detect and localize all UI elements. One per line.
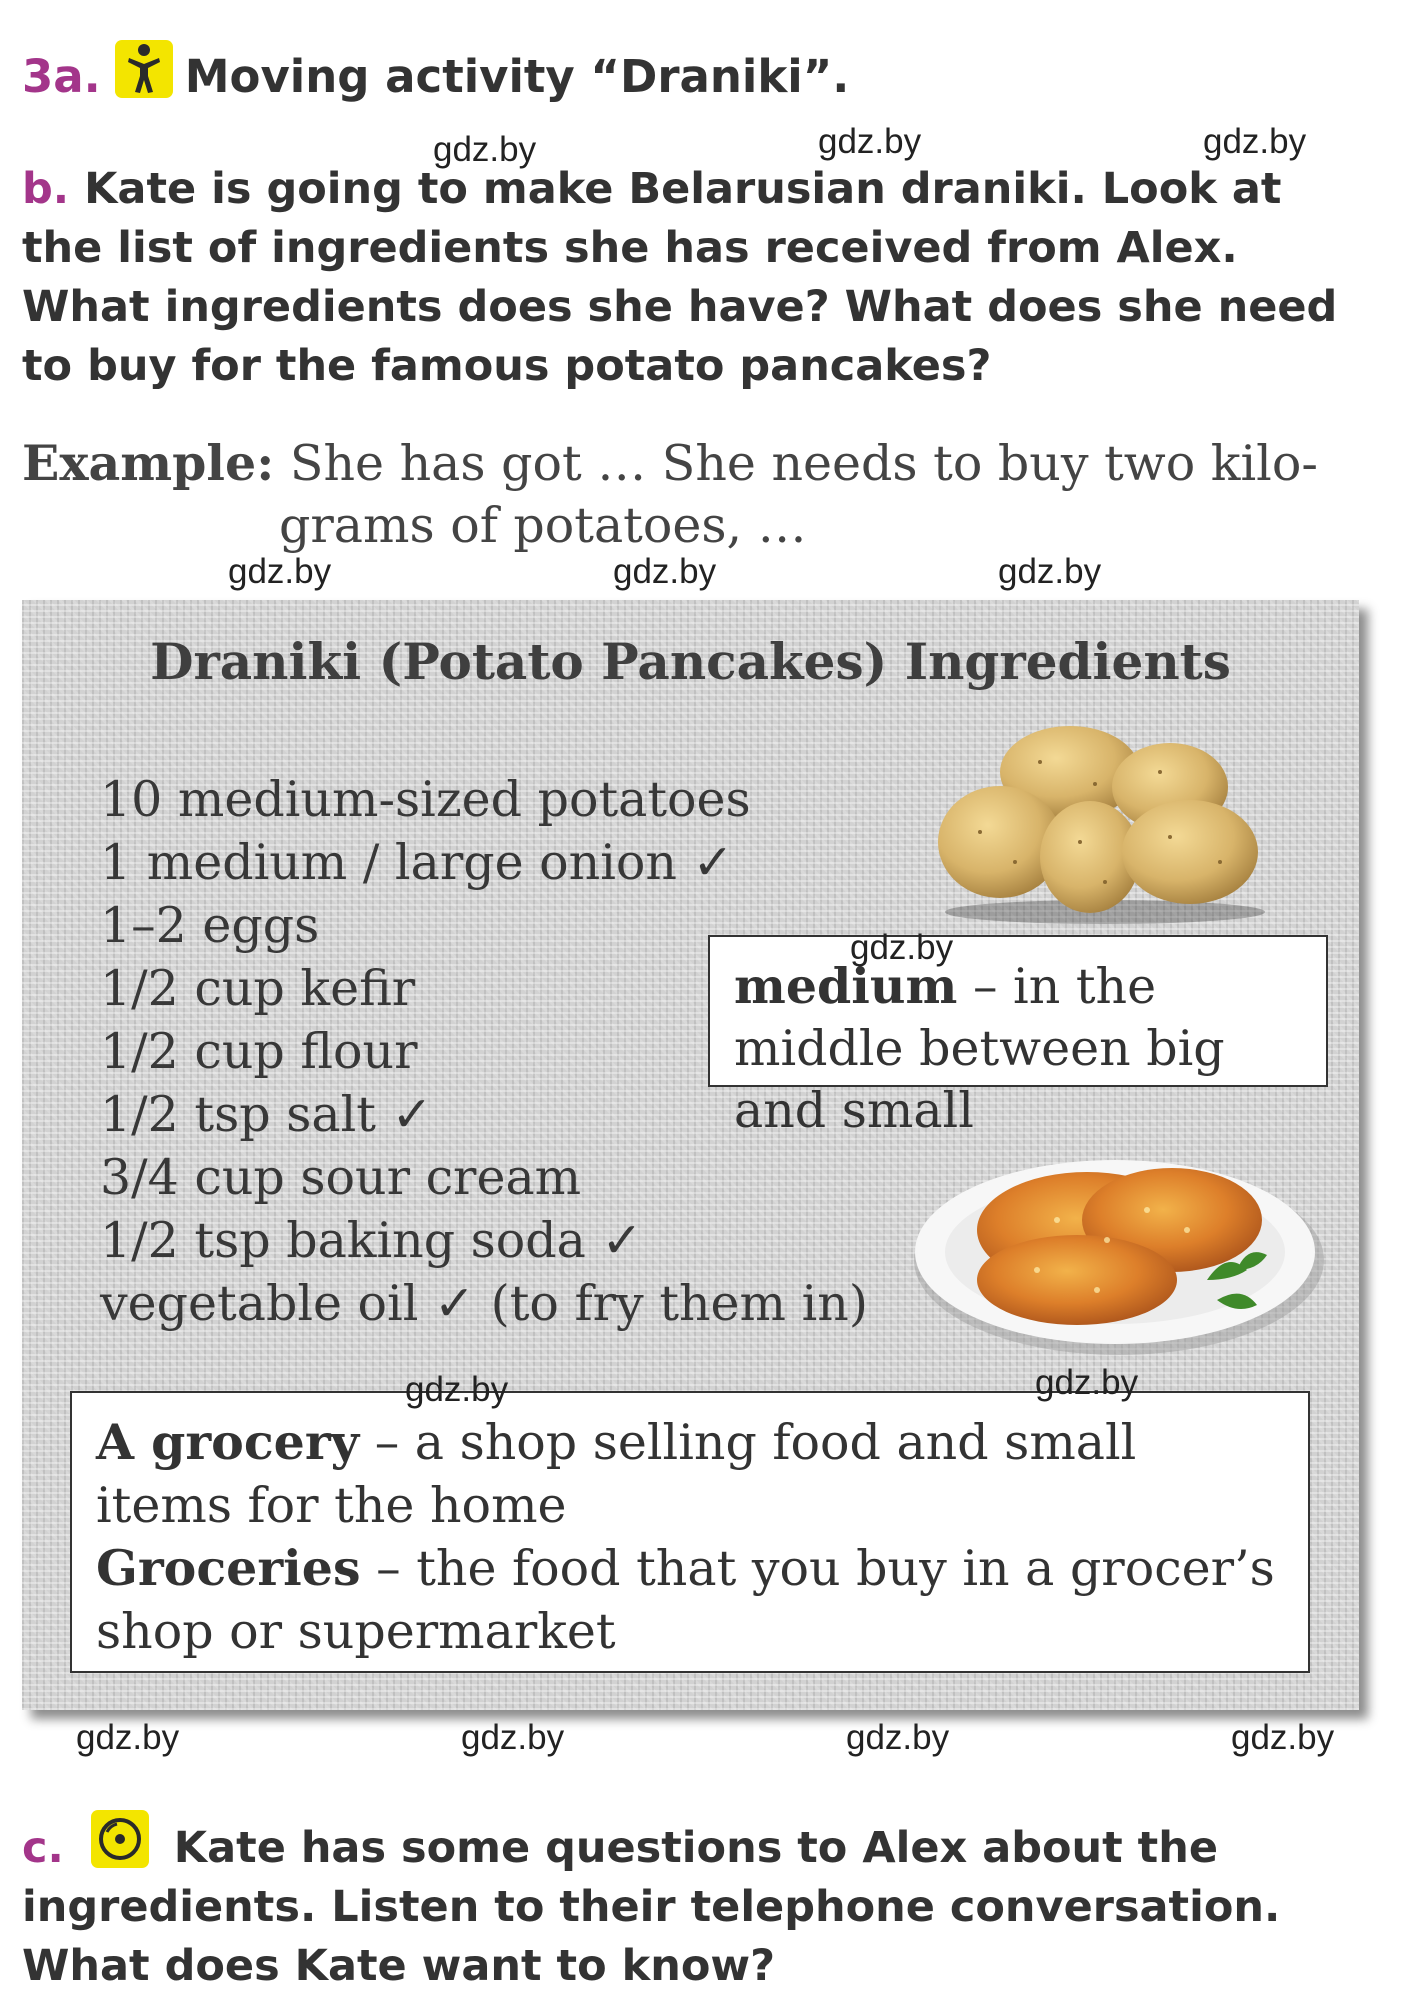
definition-groceries	[96, 1537, 1284, 1663]
definition-grocery	[96, 1411, 1284, 1537]
grocery-definitions-box	[70, 1391, 1310, 1673]
exercise-b-paragraph	[22, 160, 1372, 396]
ingredient-item: 1/2 cup flour	[100, 1023, 418, 1080]
definition-medium-text: – in the middle between big and small	[734, 958, 1225, 1139]
watermark: gdz.by	[998, 552, 1102, 591]
draniki-plate-image	[907, 1130, 1327, 1360]
ingredient-item: 1/2 cup kefir	[100, 960, 416, 1017]
card-title: Draniki (Potato Pancakes) Ingredients	[150, 632, 1231, 691]
ingredient-item: 1–2 eggs	[100, 897, 320, 954]
definition-grocery-term: A grocery	[96, 1413, 360, 1471]
watermark: gdz.by	[846, 1718, 950, 1757]
ingredient-item: 1/2 tsp salt ✓	[100, 1086, 433, 1143]
exercise-c-text: Kate has some questions to Alex about the ingredients. Listen to their telephone conversation. What does Kate want to know?	[22, 1823, 1281, 1991]
example-line-2: grams of potatoes, …	[279, 497, 807, 554]
watermark: gdz.by	[433, 130, 537, 169]
example-label: Example:	[22, 434, 275, 492]
ingredient-item: vegetable oil ✓ (to fry them in)	[100, 1275, 868, 1332]
moving-person-icon	[115, 40, 173, 98]
watermark: gdz.by	[1203, 122, 1307, 161]
exercise-3a-title: Moving activity “Draniki”.	[184, 50, 850, 103]
exercise-c-label: c.	[22, 1823, 64, 1873]
ingredient-item: 10 medium-sized potatoes	[100, 771, 751, 828]
watermark: gdz.by	[1231, 1718, 1335, 1757]
audio-disc-icon	[91, 1810, 149, 1868]
example-block	[22, 432, 1372, 557]
watermark: gdz.by	[1035, 1363, 1139, 1402]
ingredient-item: 3/4 cup sour cream	[100, 1149, 582, 1206]
exercise-3a-heading	[22, 40, 849, 107]
watermark: gdz.by	[613, 552, 717, 591]
ingredient-item: 1 medium / large onion ✓	[100, 834, 734, 891]
definition-groceries-text: – the food that you buy in a grocer’s shop or supermarket	[96, 1540, 1275, 1660]
potatoes-image	[920, 712, 1280, 927]
watermark: gdz.by	[461, 1718, 565, 1757]
definition-groceries-term: Groceries	[96, 1539, 361, 1597]
definition-medium-term: medium	[734, 957, 958, 1015]
ingredients-card	[22, 600, 1359, 1710]
exercise-b-text: Kate is going to make Belarusian draniki. Look at the list of ingredients she has received from Alex. What ingredients does she have? What does she need to buy for the famous potato pancakes?	[22, 164, 1338, 391]
definition-medium-box	[708, 935, 1328, 1139]
exercise-c-paragraph	[22, 1810, 1372, 1996]
watermark: gdz.by	[818, 122, 922, 161]
exercise-b-label: b.	[22, 164, 70, 214]
exercise-3a-label: 3a.	[22, 50, 101, 103]
ingredient-item: 1/2 tsp baking soda ✓	[100, 1212, 643, 1269]
watermark: gdz.by	[405, 1370, 509, 1409]
example-line-1: She has got … She needs to buy two kilo-	[289, 435, 1318, 492]
watermark: gdz.by	[228, 552, 332, 591]
watermark: gdz.by	[850, 928, 954, 967]
watermark: gdz.by	[76, 1718, 180, 1757]
definition-grocery-text: – a shop selling food and small items for the home	[96, 1414, 1137, 1534]
